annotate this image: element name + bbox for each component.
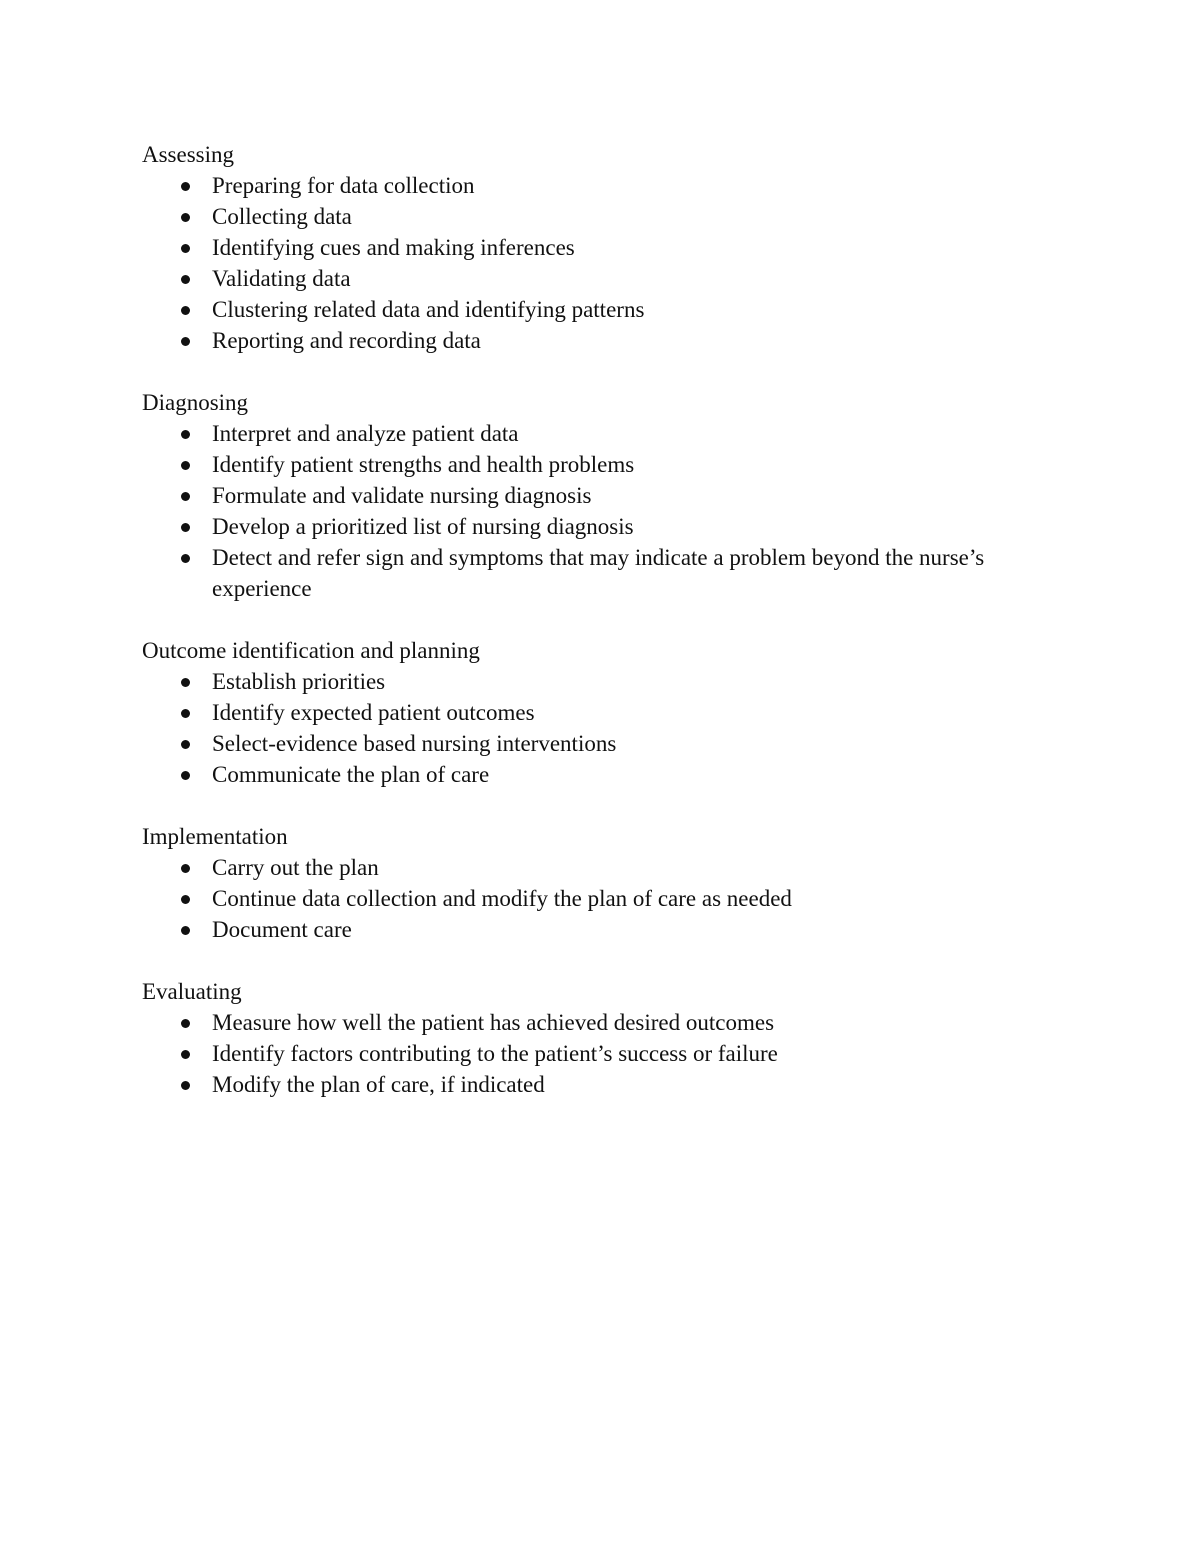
list-item bbox=[142, 759, 1042, 790]
list-item-text: Identifying cues and making inferences bbox=[212, 235, 575, 260]
list-item bbox=[142, 418, 1042, 449]
bullet-icon bbox=[181, 709, 190, 718]
list-item-text: Reporting and recording data bbox=[212, 328, 481, 353]
bullet-icon bbox=[181, 182, 190, 191]
bullet-list bbox=[142, 418, 1042, 604]
list-item bbox=[142, 325, 1042, 356]
list-item-text: Preparing for data collection bbox=[212, 173, 475, 198]
list-item bbox=[142, 201, 1042, 232]
list-item-text: Identify patient strengths and health problems bbox=[212, 452, 635, 477]
list-item-text: Detect and refer sign and symptoms that may indicate a problem beyond the nurse’s experience bbox=[212, 545, 985, 601]
section-implementation bbox=[142, 821, 1042, 945]
list-item bbox=[142, 232, 1042, 263]
bullet-icon bbox=[181, 430, 190, 439]
list-item bbox=[142, 697, 1042, 728]
section-heading: Assessing bbox=[142, 142, 235, 167]
bullet-icon bbox=[181, 244, 190, 253]
bullet-icon bbox=[181, 864, 190, 873]
list-item-text: Measure how well the patient has achieved desired outcomes bbox=[212, 1010, 775, 1035]
section-assessing bbox=[142, 139, 1042, 356]
section-heading: Implementation bbox=[142, 824, 288, 849]
bullet-icon bbox=[181, 1050, 190, 1059]
bullet-icon bbox=[181, 275, 190, 284]
bullet-list bbox=[142, 666, 1042, 790]
list-item-text: Establish priorities bbox=[212, 669, 386, 694]
list-item bbox=[142, 666, 1042, 697]
bullet-icon bbox=[181, 895, 190, 904]
list-item bbox=[142, 1069, 1042, 1100]
list-item-text: Carry out the plan bbox=[212, 855, 379, 880]
list-item-text: Select-evidence based nursing interventions bbox=[212, 731, 617, 756]
list-item bbox=[142, 480, 1042, 511]
bullet-icon bbox=[181, 1081, 190, 1090]
list-item-text: Identify expected patient outcomes bbox=[212, 700, 535, 725]
section-outcome-planning bbox=[142, 635, 1042, 790]
section-heading: Evaluating bbox=[142, 979, 242, 1004]
document-page bbox=[142, 139, 1042, 1131]
bullet-icon bbox=[181, 554, 190, 563]
bullet-icon bbox=[181, 306, 190, 315]
list-item bbox=[142, 852, 1042, 883]
list-item-text: Develop a prioritized list of nursing diagnosis bbox=[212, 514, 634, 539]
section-diagnosing bbox=[142, 387, 1042, 604]
list-item bbox=[142, 511, 1042, 542]
list-item-text: Interpret and analyze patient data bbox=[212, 421, 519, 446]
list-item bbox=[142, 170, 1042, 201]
bullet-icon bbox=[181, 213, 190, 222]
list-item-text: Clustering related data and identifying patterns bbox=[212, 297, 645, 322]
list-item bbox=[142, 1007, 1042, 1038]
bullet-icon bbox=[181, 337, 190, 346]
bullet-icon bbox=[181, 1019, 190, 1028]
bullet-icon bbox=[181, 771, 190, 780]
bullet-icon bbox=[181, 461, 190, 470]
list-item bbox=[142, 883, 1042, 914]
bullet-icon bbox=[181, 492, 190, 501]
bullet-icon bbox=[181, 926, 190, 935]
list-item-text: Validating data bbox=[212, 266, 351, 291]
list-item-text: Continue data collection and modify the plan of care as needed bbox=[212, 886, 792, 911]
list-item-text: Identify factors contributing to the patient’s success or failure bbox=[212, 1041, 778, 1066]
list-item bbox=[142, 449, 1042, 480]
section-heading: Diagnosing bbox=[142, 390, 249, 415]
list-item-text: Communicate the plan of care bbox=[212, 762, 490, 787]
section-evaluating bbox=[142, 976, 1042, 1100]
list-item-text: Formulate and validate nursing diagnosis bbox=[212, 483, 592, 508]
bullet-list bbox=[142, 1007, 1042, 1100]
list-item bbox=[142, 263, 1042, 294]
section-heading: Outcome identification and planning bbox=[142, 638, 480, 663]
list-item bbox=[142, 914, 1042, 945]
list-item bbox=[142, 542, 1042, 604]
list-item-text: Modify the plan of care, if indicated bbox=[212, 1072, 545, 1097]
bullet-list bbox=[142, 170, 1042, 356]
list-item bbox=[142, 728, 1042, 759]
list-item-text: Collecting data bbox=[212, 204, 352, 229]
list-item bbox=[142, 294, 1042, 325]
list-item bbox=[142, 1038, 1042, 1069]
bullet-icon bbox=[181, 678, 190, 687]
bullet-list bbox=[142, 852, 1042, 945]
bullet-icon bbox=[181, 523, 190, 532]
list-item-text: Document care bbox=[212, 917, 352, 942]
bullet-icon bbox=[181, 740, 190, 749]
